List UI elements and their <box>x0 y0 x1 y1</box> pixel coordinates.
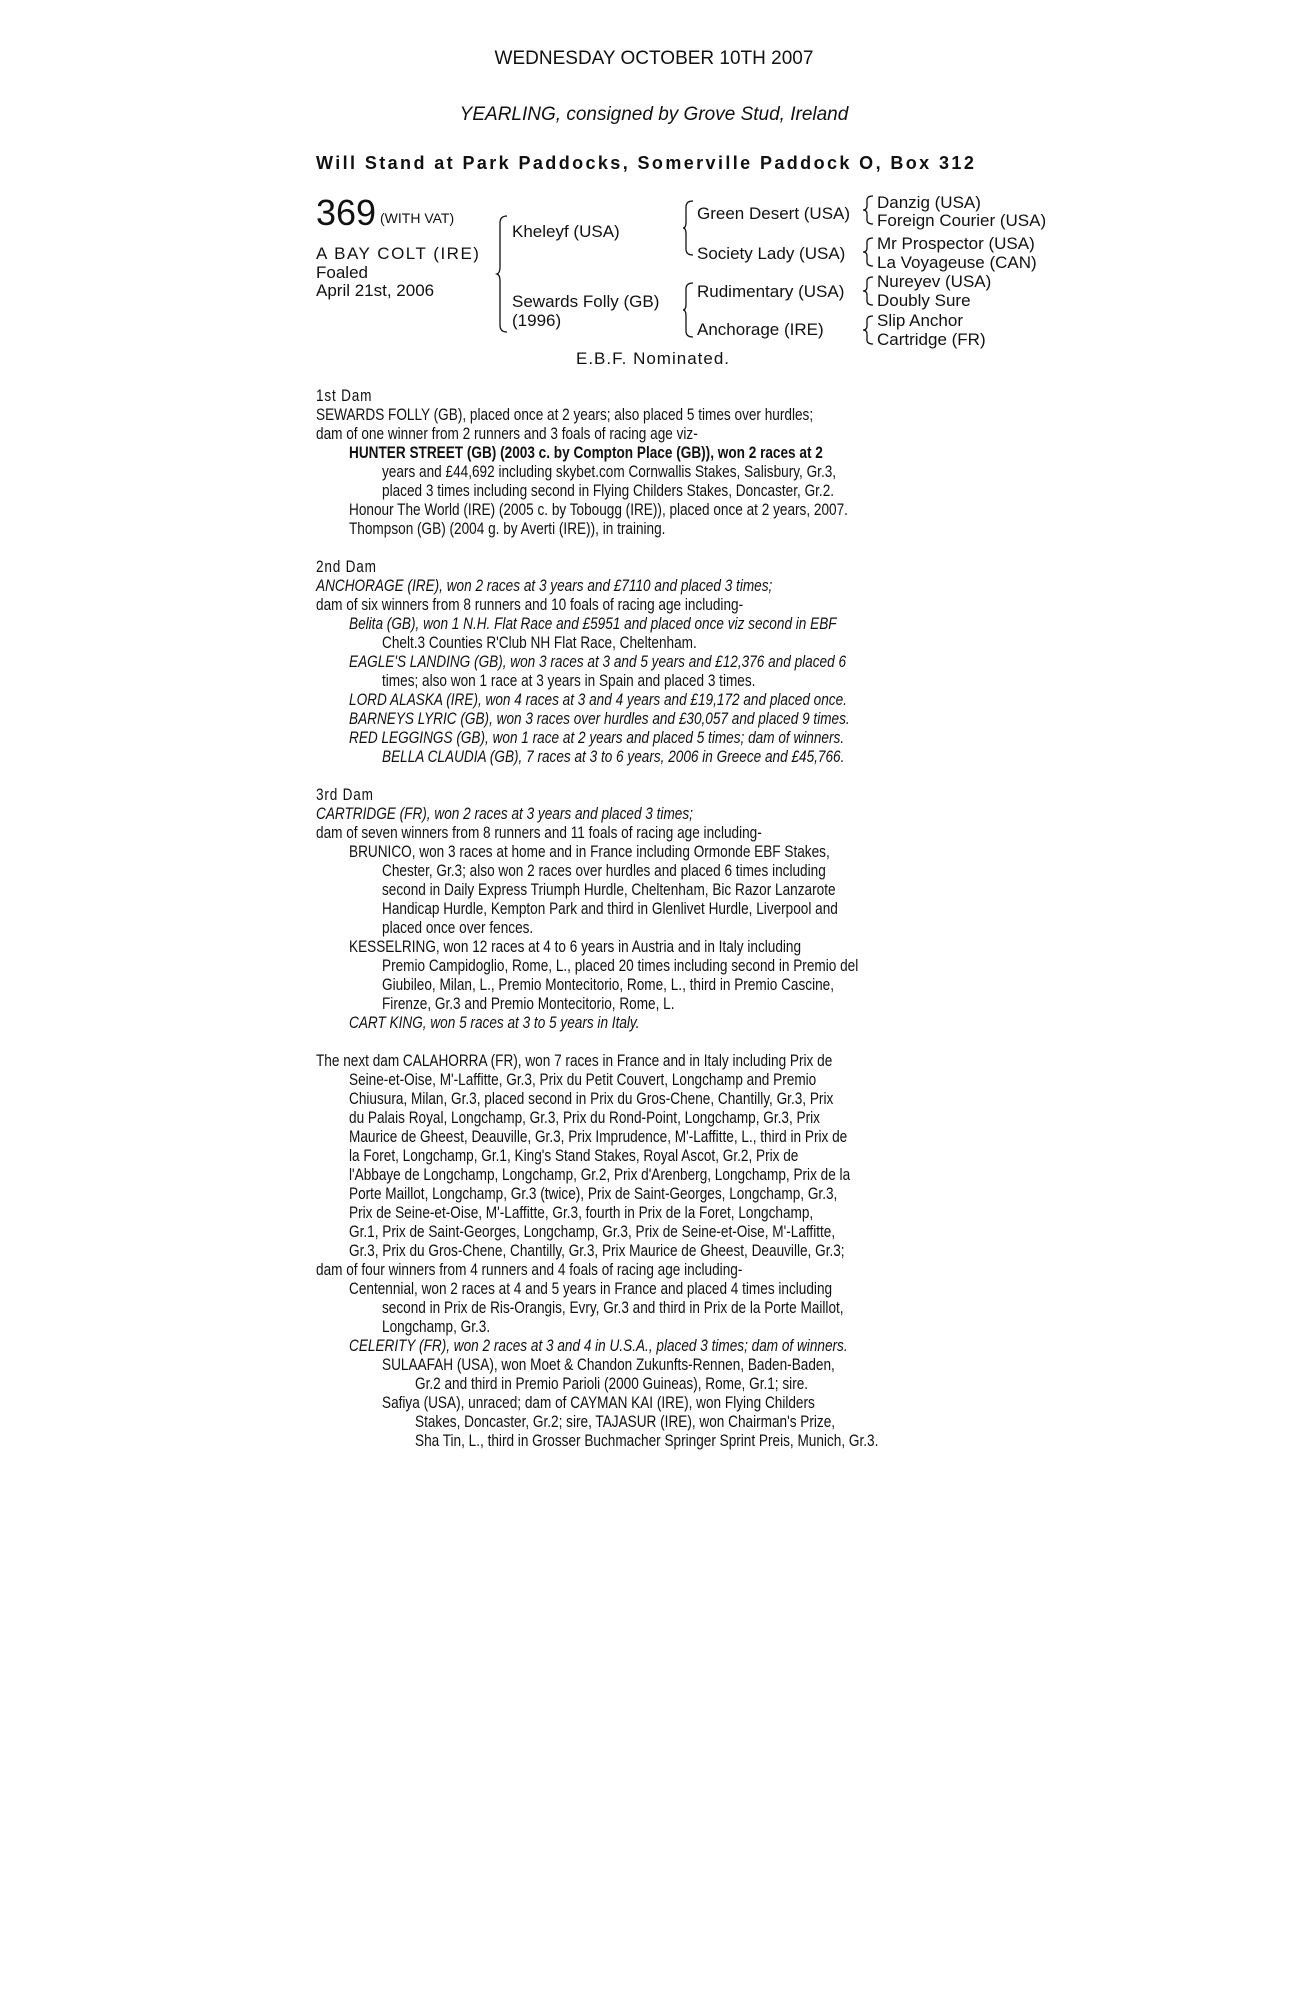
second-dam-line: RED LEGGINGS (GB), won 1 race at 2 years and placed 5 times; dam of winners. <box>349 728 845 747</box>
next-dam-line: Gr.1, Prix de Saint-Georges, Longchamp, Gr.3, Prix de Seine-et-Oise, M'-Laffitte, <box>349 1222 836 1241</box>
dam: Sewards Folly (GB) <box>512 292 660 311</box>
dss: Nureyev (USA) <box>877 272 992 291</box>
pedigree-brace-main <box>496 215 508 333</box>
pedigree-brace-dd <box>862 315 874 345</box>
third-dam-line: placed once over fences. <box>382 918 534 937</box>
second-dam-line: Belita (GB), won 1 N.H. Flat Race and £5951 and placed once viz second in EBF <box>349 614 837 633</box>
next-dam-line: SULAAFAH (USA), won Moet & Chandon Zukunfts-Rennen, Baden-Baden, <box>382 1355 835 1374</box>
next-dam-line: CELERITY (FR), won 2 races at 3 and 4 in U.S.A., placed 3 times; dam of winners. <box>349 1336 848 1355</box>
dam-year: (1996) <box>512 311 562 330</box>
next-dam-line: Seine-et-Oise, M'-Laffitte, Gr.3, Prix du Petit Couvert, Longchamp and Premio <box>349 1070 817 1089</box>
third-dam-line: Firenze, Gr.3 and Premio Montecitorio, Rome, L. <box>382 994 675 1013</box>
third-dam-heading: 3rd Dam <box>316 785 374 804</box>
third-dam-line: Premio Campidoglio, Rome, L., placed 20 times including second in Premio del <box>382 956 859 975</box>
next-dam-line: Maurice de Gheest, Deauville, Gr.3, Prix Imprudence, M'-Laffitte, L., third in Prix de <box>349 1127 848 1146</box>
second-dam-line: Chelt.3 Counties R'Club NH Flat Race, Cheltenham. <box>382 633 697 652</box>
pedigree-brace-ds <box>862 276 874 306</box>
ebf-nomination: E.B.F. Nominated. <box>576 349 731 368</box>
second-dam-line: dam of six winners from 8 runners and 10 foals of racing age including- <box>316 595 744 614</box>
third-dam-line: CARTRIDGE (FR), won 2 races at 3 years and placed 3 times; <box>316 804 693 823</box>
next-dam-line: Chiusura, Milan, Gr.3, placed second in Prix du Gros-Chene, Chantilly, Gr.3, Prix <box>349 1089 834 1108</box>
third-dam-line: Giubileo, Milan, L., Premio Montecitorio, Rome, L., third in Premio Cascine, <box>382 975 835 994</box>
first-dam-line: placed 3 times including second in Flying Childers Stakes, Doncaster, Gr.2. <box>382 481 835 500</box>
ddd: Cartridge (FR) <box>877 330 986 349</box>
next-dam-line: du Palais Royal, Longchamp, Gr.3, Prix du Rond-Point, Longchamp, Gr.3, Prix <box>349 1108 820 1127</box>
ssd: Foreign Courier (USA) <box>877 211 1047 230</box>
sire-sire: Green Desert (USA) <box>697 204 851 223</box>
second-dam-heading: 2nd Dam <box>316 557 377 576</box>
lot-number: 369 <box>316 192 377 233</box>
second-dam-line: ANCHORAGE (IRE), won 2 races at 3 years and £7110 and placed 3 times; <box>316 576 773 595</box>
first-dam-line: HUNTER STREET (GB) (2003 c. by Compton Place (GB)), won 2 races at 2 <box>349 443 823 462</box>
sdd: La Voyageuse (CAN) <box>877 253 1037 272</box>
second-dam-line: LORD ALASKA (IRE), won 4 races at 3 and 4 years and £19,172 and placed once. <box>349 690 847 709</box>
dds: Slip Anchor <box>877 311 963 330</box>
sale-date: WEDNESDAY OCTOBER 10TH 2007 <box>494 48 814 69</box>
next-dam-line: Gr.2 and third in Premio Parioli (2000 Guineas), Rome, Gr.1; sire. <box>415 1374 809 1393</box>
sds: Mr Prospector (USA) <box>877 234 1035 253</box>
third-dam-line: CART KING, won 5 races at 3 to 5 years in Italy. <box>349 1013 640 1032</box>
next-dam-line: Safiya (USA), unraced; dam of CAYMAN KAI (IRE), won Flying Childers <box>382 1393 815 1412</box>
pedigree-brace-sire <box>682 200 694 256</box>
first-dam-heading: 1st Dam <box>316 386 373 405</box>
next-dam-line: Gr.3, Prix du Gros-Chene, Chantilly, Gr.3, Prix Maurice de Gheest, Deauville, Gr.3; <box>349 1241 845 1260</box>
third-dam-line: Chester, Gr.3; also won 2 races over hurdles and placed 6 times including <box>382 861 826 880</box>
pedigree-brace-sd <box>862 237 874 267</box>
lot-name: A BAY COLT (IRE) <box>316 244 481 263</box>
first-dam-line: Thompson (GB) (2004 g. by Averti (IRE)), in training. <box>349 519 666 538</box>
pedigree-brace-dam <box>682 282 694 338</box>
next-dam-line: Prix de Seine-et-Oise, M'-Laffitte, Gr.3, fourth in Prix de la Foret, Longchamp, <box>349 1203 814 1222</box>
next-dam-line: Centennial, won 2 races at 4 and 5 years in France and placed 4 times including <box>349 1279 833 1298</box>
consignor-line: YEARLING, consigned by Grove Stud, Ireland <box>459 104 849 125</box>
sss: Danzig (USA) <box>877 193 981 212</box>
next-dam-line: Porte Maillot, Longchamp, Gr.3 (twice), Prix de Saint-Georges, Longchamp, Gr.3, <box>349 1184 838 1203</box>
sire-dam: Society Lady (USA) <box>697 244 846 263</box>
third-dam-line: dam of seven winners from 8 runners and 11 foals of racing age including- <box>316 823 762 842</box>
next-dam-line: dam of four winners from 4 runners and 4 foals of racing age including- <box>316 1260 743 1279</box>
dam-dam: Anchorage (IRE) <box>697 320 824 339</box>
next-dam-line: Sha Tin, L., third in Grosser Buchmacher Springer Sprint Preis, Munich, Gr.3. <box>415 1431 879 1450</box>
second-dam-line: times; also won 1 race at 3 years in Spain and placed 3 times. <box>382 671 756 690</box>
first-dam-line: dam of one winner from 2 runners and 3 foals of racing age viz- <box>316 424 698 443</box>
sire: Kheleyf (USA) <box>512 222 620 241</box>
second-dam-line: EAGLE'S LANDING (GB), won 3 races at 3 and 5 years and £12,376 and placed 6 <box>349 652 847 671</box>
foaled-label: Foaled <box>316 263 368 282</box>
first-dam-line: SEWARDS FOLLY (GB), placed once at 2 years; also placed 5 times over hurdles; <box>316 405 814 424</box>
third-dam-line: Handicap Hurdle, Kempton Park and third in Glenlivet Hurdle, Liverpool and <box>382 899 838 918</box>
next-dam-line: Stakes, Doncaster, Gr.2; sire, TAJASUR (IRE), won Chairman's Prize, <box>415 1412 836 1431</box>
next-dam-line: la Foret, Longchamp, Gr.1, King's Stand Stakes, Royal Ascot, Gr.2, Prix de <box>349 1146 799 1165</box>
first-dam-line: years and £44,692 including skybet.com Cornwallis Stakes, Salisbury, Gr.3, <box>382 462 837 481</box>
stand-location: Will Stand at Park Paddocks, Somerville Paddock O, Box 312 <box>316 153 977 173</box>
next-dam-line: l'Abbaye de Longchamp, Longchamp, Gr.2, Prix d'Arenberg, Longchamp, Prix de la <box>349 1165 851 1184</box>
vat-note: (WITH VAT) <box>380 210 455 226</box>
next-dam-line: The next dam CALAHORRA (FR), won 7 races in France and in Italy including Prix de <box>316 1051 833 1070</box>
third-dam-line: second in Daily Express Triumph Hurdle, Cheltenham, Bic Razor Lanzarote <box>382 880 836 899</box>
dam-sire: Rudimentary (USA) <box>697 282 845 301</box>
third-dam-line: BRUNICO, won 3 races at home and in France including Ormonde EBF Stakes, <box>349 842 830 861</box>
dsd: Doubly Sure <box>877 291 971 310</box>
third-dam-line: KESSELRING, won 12 races at 4 to 6 years in Austria and in Italy including <box>349 937 802 956</box>
next-dam-line: Longchamp, Gr.3. <box>382 1317 491 1336</box>
foaled-date: April 21st, 2006 <box>316 281 435 300</box>
first-dam-line: Honour The World (IRE) (2005 c. by Tobougg (IRE)), placed once at 2 years, 2007. <box>349 500 848 519</box>
second-dam-line: BARNEYS LYRIC (GB), won 3 races over hurdles and £30,057 and placed 9 times. <box>349 709 850 728</box>
second-dam-line: BELLA CLAUDIA (GB), 7 races at 3 to 6 years, 2006 in Greece and £45,766. <box>382 747 845 766</box>
next-dam-line: second in Prix de Ris-Orangis, Evry, Gr.3 and third in Prix de la Porte Maillot, <box>382 1298 844 1317</box>
pedigree-brace-ss <box>862 195 874 225</box>
